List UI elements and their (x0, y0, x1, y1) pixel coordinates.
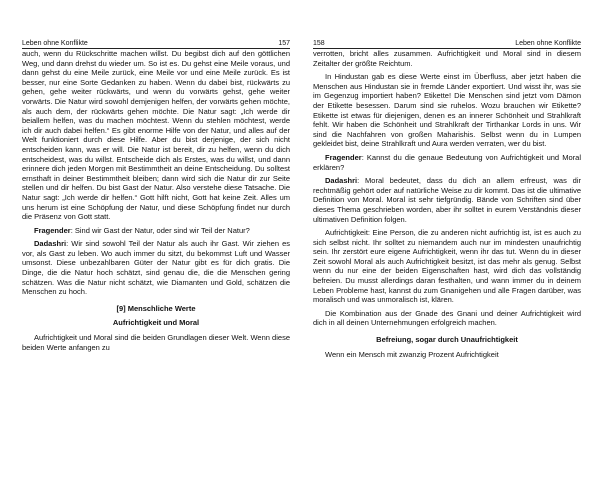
left-page-header (22, 35, 290, 49)
speaker-label: Dadashri (34, 239, 67, 249)
running-title: Leben ohne Konflikte (515, 40, 581, 47)
paragraph: auch, wenn du Rückschritte machen willst. Du begibst dich auf den göttlichen Weg, und dann drehst du wieder um. So ist es. Du gehst eine Meile voraus, und dann gehst du eine Meile zurück, eine Meile vor und eine Meile zurück. Es ist besser, nur eine Sorte Gedanken zu haben. Wenn du dabei bist, rückwärts zu gehen, gehe weiter rückwärts, und wenn du vorwärts gehst, gehe weiter vorwärts. Die Natur wird sowohl demjenigen helfen, der vorwärts gehen möchte, als auch dem, der rückwärts gehen möchte. Die Natur sagt: „Ich werde dir beiallem helfen, was du machen möchtest. Wenn du stehlen möchtest, werde ich dir auch dabei helfen.“ Es gibt enorme Hilfe von der Natur, und alles auf der Welt funktioniert durch diese Hilfe. Aber du bist derjenige, der sich nicht entscheiden kann, was er will. Die Natur ist bereit, dir zu helfen, wenn du dich entscheidest, was du willst. Entscheide dich als Erstes, was du willst, und dann erinnere dich jeden Morgen mit Bestimmtheit an deine Entscheidung. Du solltest ernsthaft in deiner Bestimmtheit bleiben; dann wird sich die Natur dir zur Seite stellen und dir helfen. Du bist Gast der Natur. Also verstehe diese Tatsache. Die Natur sagt: „Ich werde dir helfen.“ Gott hilft nicht, Gott hat keine Zeit. Alles um uns herum ist eine Schöpfung der Natur, und diese Schöpfung findet nur durch die Präsenz von Gott statt. (22, 49, 290, 222)
section-heading: Aufrichtigkeit und Moral (112, 318, 200, 328)
speaker-label: Dadashri (325, 176, 358, 186)
speaker-label: Fragender (325, 152, 362, 162)
paragraph-text: : Moral bedeutet, dass du dich an allem erfreust, was dir rechtmäßig gehört oder auf natürliche Weise zu dir kommt. Das ist die ultimative Definition von Moral. Moral ist sehr tiefgründig. Bände von Schriften sind über dieses Thema geschrieben worden, aber ihr solltet in eurem Verständnis dieser ultimativen Definition folgen. (313, 176, 581, 224)
paragraph-text: : Kannst du die genaue Bedeutung von Aufrichtigkeit und Moral erklären? (313, 152, 581, 172)
section-heading: Befreiung, sogar durch Unaufrichtigkeit (376, 335, 518, 345)
right-page-header (313, 35, 581, 49)
left-page (22, 0, 290, 484)
right-page-body (313, 49, 581, 484)
paragraph-text: : Wir sind sowohl Teil der Natur als auch ihr Gast. Wir ziehen es vor, als Gast zu leben. Wo auch immer du sitzt, du bekommst Luft und Wasser umsonst. Diese unbezahlbaren Güter der Natur gibt es für dich gratis. Die Dinge, die die Natur hoch schätzt, sind genau die, die die Menschen gering schätzen. Was die Natur nicht schätzt, wie Diamanten und Gold, schätzen die Menschen zu hoch. (22, 239, 290, 297)
page-number: 158 (313, 40, 325, 47)
question-paragraph (22, 226, 290, 236)
chapter-heading: [9] Menschliche Werte (116, 303, 196, 313)
question-paragraph (313, 153, 581, 172)
paragraph: Die Kombination aus der Gnade des Gnani und deiner Aufrichtigkeit wird dich in all deinen Unternehmungen erfolgreich machen. (313, 308, 581, 328)
left-page-body (22, 49, 290, 484)
paragraph: Wenn ein Mensch mit zwanzig Prozent Aufrichtigkeit (325, 349, 499, 359)
paragraph: Aufrichtigkeit: Eine Person, die zu anderen nicht aufrichtig ist, ist es auch zu sich selbst nicht. Ihr solltet zu niemandem auch nur im mindesten unaufrichtig sein. Ihr zerstört eure eigene Aufrichtigkeit, wenn ihr das tut. Wenn du in dieser Zeit sowohl Moral als auch Aufrichtigkeit besitzt, ist das mehr als genug. Selbst wenn du nur eine der beiden Eigenschaften hast, wird dich das vollständig befreien. Du musst allerdings daran festhalten, und wann immer du in deinem Leben Probleme hast, kannst du zum Gnanigehen und alle Fragen darüber, was moralisch und was unmoralisch ist, klären. (313, 228, 581, 305)
running-title: Leben ohne Konflikte (22, 40, 88, 47)
paragraph: In Hindustan gab es diese Werte einst im Überfluss, aber jetzt haben die Menschen aus Hindustan sie in fremde Länder exportiert. Und wisst ihr, was sie im Gegenzug importiert haben? Etikette! Die Menschen sind jetzt vom Dämon der Etikette besessen. Darum sind sie ruhelos. Wozu brauchen wir Etikette? Etikette ist etwas für diejenigen, denen es an innerer Schönheit und Strahlkraft fehlt. Wir haben die Schönheit und Strahlkraft der Tirthankar Lords in uns. Wir sind die Nachfahren von großen Maharishis. Selbst wenn du in Lumpen gekleidet bist, deine Strahlkraft und Aura werden verraten, wer du bist. (313, 72, 581, 149)
page-number: 157 (278, 40, 290, 47)
answer-paragraph (313, 176, 581, 224)
paragraph: Aufrichtigkeit und Moral sind die beiden Grundlagen dieser Welt. Wenn diese beiden Werte anfangen zu (22, 333, 290, 352)
speaker-label: Fragender (34, 225, 71, 235)
right-page (313, 0, 581, 484)
answer-paragraph (22, 239, 290, 297)
paragraph-text: : Sind wir Gast der Natur, oder sind wir Teil der Natur? (70, 225, 250, 235)
paragraph: verrotten, bricht alles zusammen. Aufrichtigkeit und Moral sind in diesem Zeitalter der größte Reichtum. (313, 49, 581, 68)
